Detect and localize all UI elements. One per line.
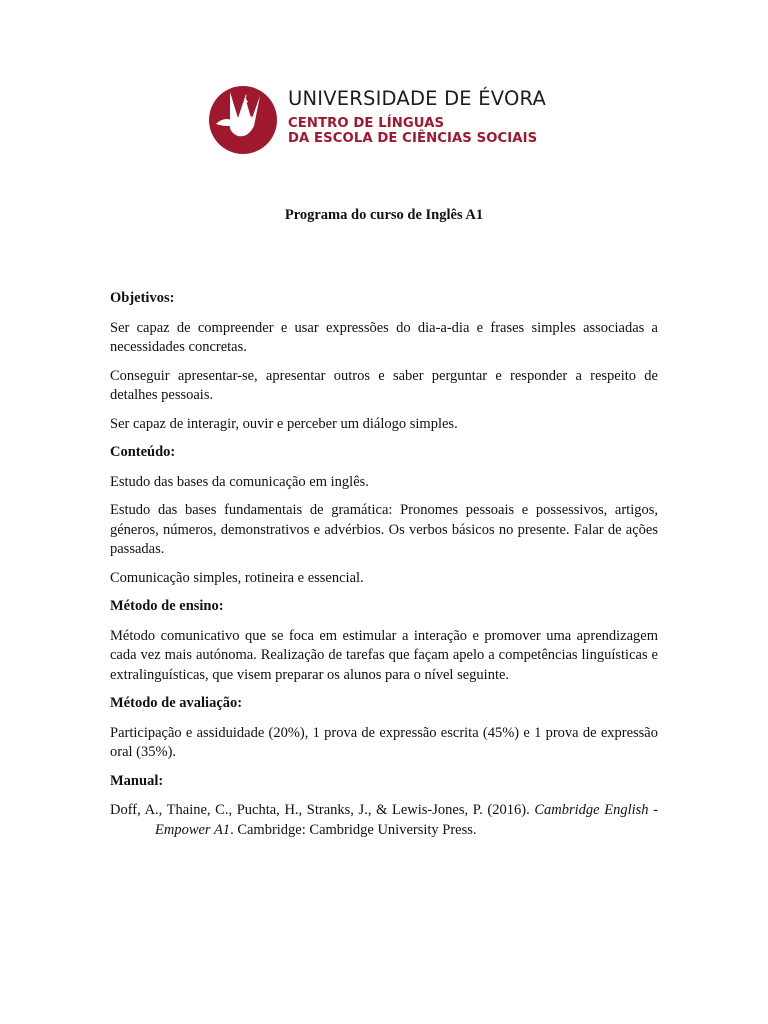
metodo-ensino-paragraph: Método comunicativo que se foca em estimular a interação e promover uma aprendizagem cada vez mais autónoma. Realização de tarefas que façam apelo a competências linguísticas e extralinguísticas, que visem preparar os alunos para o nível seguinte. bbox=[110, 627, 658, 683]
document-body bbox=[110, 289, 658, 840]
section-heading-objetivos: Objetivos: bbox=[110, 290, 175, 306]
conteudo-paragraph-3: Comunicação simples, rotineira e essencial. bbox=[110, 569, 364, 586]
conteudo-paragraph-2: Estudo das bases fundamentais de gramática: Pronomes pessoais e possessivos, artigos, géneros, números, demonstrativos e advérbios. Os verbos básicos no presente. Falar de ações passadas. bbox=[110, 502, 658, 557]
section-heading-conteudo: Conteúdo: bbox=[110, 444, 176, 460]
reference-book-title: Cambridge English - Empower A1 bbox=[155, 802, 658, 838]
metodo-avaliacao-paragraph: Participação e assiduidade (20%), 1 prova de expressão escrita (45%) e 1 prova de expressão oral (35%). bbox=[110, 724, 658, 760]
university-logo bbox=[208, 84, 568, 156]
university-name: UNIVERSIDADE DE ÉVORA bbox=[288, 87, 546, 110]
logo-subtitle-line2: DA ESCOLA DE CIÊNCIAS SOCIAIS bbox=[288, 130, 538, 146]
logo-text bbox=[288, 89, 546, 145]
reference-authors: Doff, A., Thaine, C., Puchta, H., Stranks, J., & Lewis-Jones, P. (2016). bbox=[110, 802, 535, 818]
objetivos-paragraph-3: Ser capaz de interagir, ouvir e perceber um diálogo simples. bbox=[110, 415, 458, 432]
logo-subtitle-line1: CENTRO DE LÍNGUAS bbox=[288, 115, 445, 131]
conteudo-paragraph-1: Estudo das bases da comunicação em inglês. bbox=[110, 473, 369, 490]
objetivos-paragraph-2: Conseguir apresentar-se, apresentar outros e saber perguntar e responder a respeito de detalhes pessoais. bbox=[110, 367, 658, 403]
university-emblem-icon bbox=[208, 84, 280, 156]
reference-publisher: . Cambridge: Cambridge University Press. bbox=[230, 821, 477, 838]
section-heading-metodo-avaliacao: Método de avaliação: bbox=[110, 695, 243, 711]
document-title: Programa do curso de Inglês A1 bbox=[284, 207, 484, 223]
section-heading-metodo-ensino: Método de ensino: bbox=[110, 598, 224, 614]
manual-reference bbox=[110, 801, 658, 840]
objetivos-paragraph-1: Ser capaz de compreender e usar expressões do dia-a-dia e frases simples associadas a necessidades concretas. bbox=[110, 319, 658, 355]
section-heading-manual: Manual: bbox=[110, 772, 164, 789]
